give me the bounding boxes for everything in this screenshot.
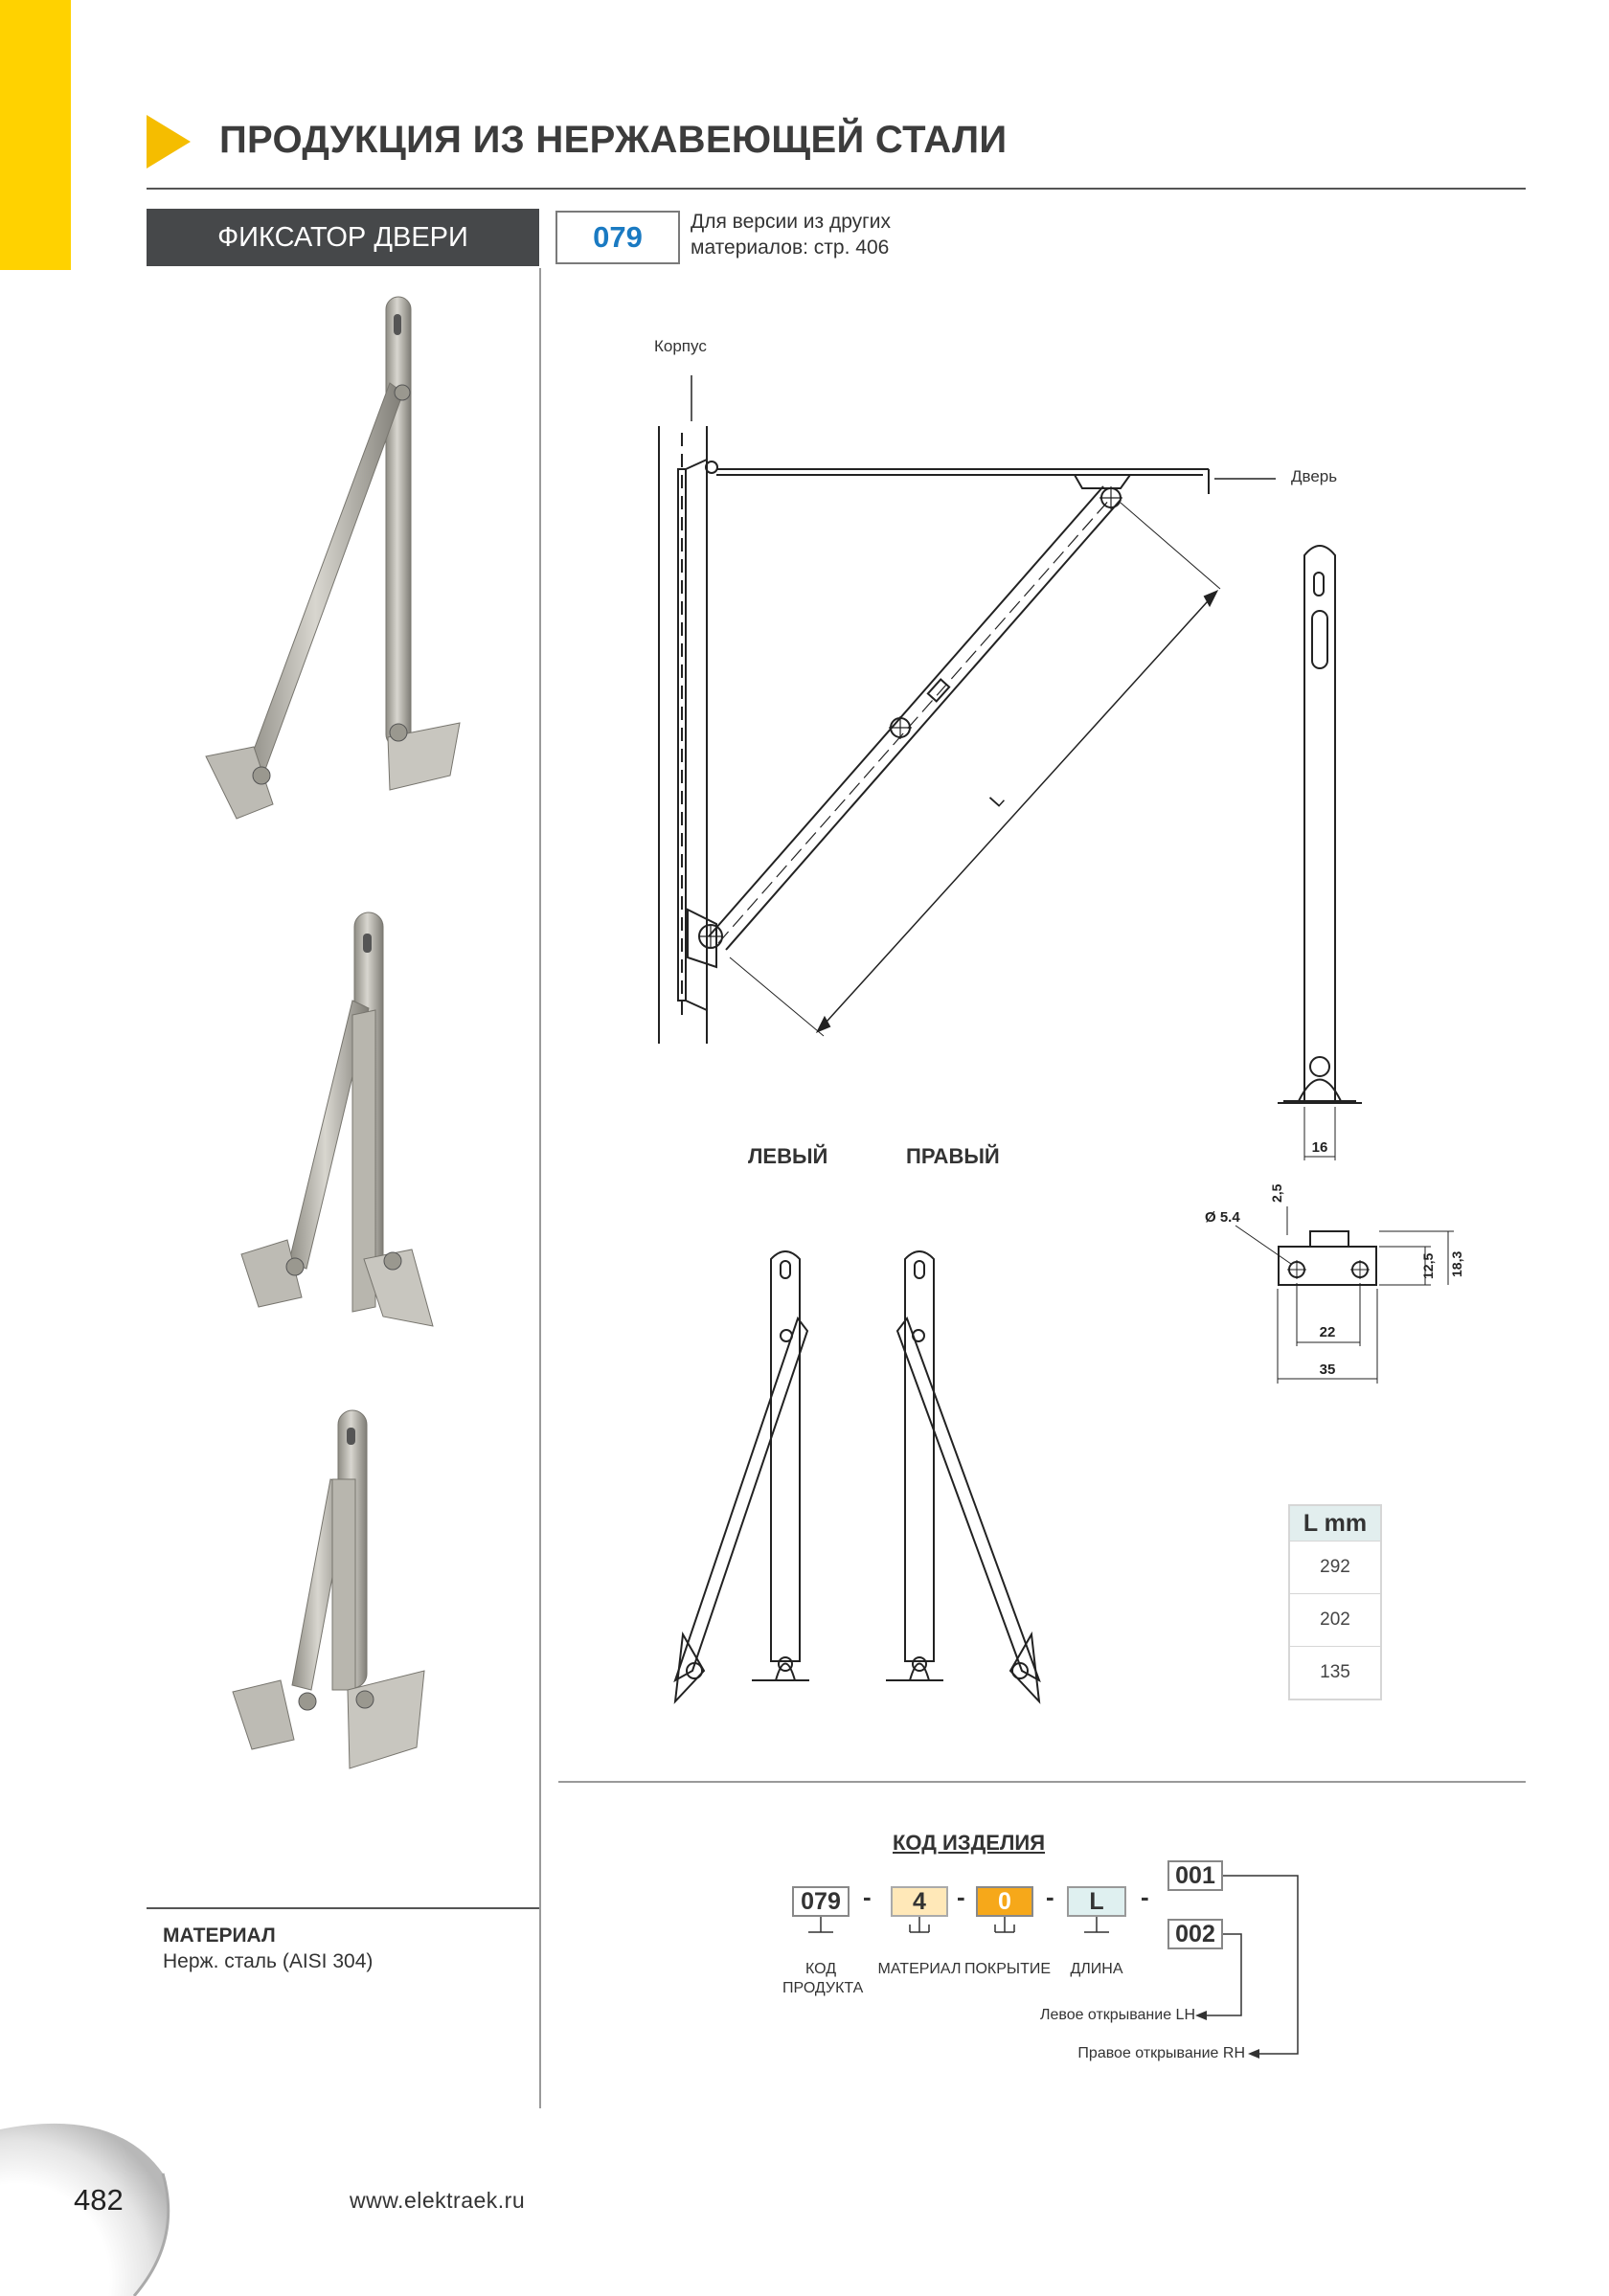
header-arrow-icon xyxy=(147,115,191,169)
dim-35: 35 xyxy=(1319,1362,1336,1378)
product-photo-3 xyxy=(225,1403,436,1767)
caption-product-line2: ПРОДУКТА xyxy=(782,1980,864,1996)
caption-material: МАТЕРИАЛ xyxy=(877,1961,962,1977)
caption-length: ДЛИНА xyxy=(1070,1961,1123,1977)
code-box-rh: 002 xyxy=(1167,1919,1223,1949)
length-table-cell: 135 xyxy=(1320,1662,1350,1682)
material-divider xyxy=(147,1907,539,1909)
code-box-lh: 001 xyxy=(1167,1860,1223,1891)
product-code-title: КОД ИЗДЕЛИЯ xyxy=(893,1831,1046,1855)
length-table xyxy=(1288,1504,1382,1700)
material-value: Нерж. сталь (AISI 304) xyxy=(163,1950,374,1972)
length-dimension-label: L xyxy=(986,789,1009,812)
caption-product-line1: КОД xyxy=(804,1961,837,1977)
code-separator: - xyxy=(1141,1882,1149,1911)
material-label: МАТЕРИАЛ xyxy=(163,1925,276,1947)
mounting-plate-drawing xyxy=(1197,1178,1504,1388)
website-url[interactable]: www.elektraek.ru xyxy=(350,2188,526,2213)
dim-16: 16 xyxy=(1311,1139,1328,1156)
dim-18-3: 18,3 xyxy=(1449,1250,1464,1277)
caption-coating: ПОКРЫТИЕ xyxy=(963,1961,1052,1977)
label-left-version: ЛЕВЫЙ xyxy=(748,1144,828,1168)
code-separator: - xyxy=(1046,1882,1054,1911)
product-photo-1 xyxy=(187,287,474,833)
length-table-cell: 202 xyxy=(1290,1594,1380,1647)
label-door: Дверь xyxy=(1291,467,1338,485)
length-table-header: L mm xyxy=(1290,1506,1380,1542)
dim-diameter: Ø 5.4 xyxy=(1205,1209,1240,1226)
left-opening-label: Левое открывание LH xyxy=(1039,2007,1195,2023)
label-corpus: Корпус xyxy=(654,337,707,355)
yellow-accent-strip xyxy=(0,0,71,270)
dim-12-5: 12,5 xyxy=(1420,1252,1436,1279)
right-version-drawing xyxy=(876,1240,1049,1714)
column-divider xyxy=(539,268,541,2108)
page-number: 482 xyxy=(74,2183,124,2217)
product-code-box: 079 xyxy=(555,211,680,264)
code-separator: - xyxy=(863,1882,872,1911)
product-photo-2 xyxy=(230,905,450,1336)
length-table-cell: 292 xyxy=(1290,1542,1380,1594)
code-box-material: 4 xyxy=(891,1886,948,1917)
page-title: ПРОДУКЦИЯ ИЗ НЕРЖАВЕЮЩЕЙ СТАЛИ xyxy=(219,119,1008,161)
product-code-divider xyxy=(558,1781,1526,1783)
left-version-drawing xyxy=(666,1240,838,1714)
alt-note-line2: материалов: стр. 406 xyxy=(691,236,890,259)
code-box-product: 079 xyxy=(792,1886,850,1917)
label-right-version: ПРАВЫЙ xyxy=(906,1144,1000,1168)
alternative-material-note xyxy=(691,209,891,260)
code-box-length: L xyxy=(1067,1886,1126,1917)
alt-note-line1: Для версии из других xyxy=(691,211,892,233)
dim-22: 22 xyxy=(1319,1324,1336,1340)
dim-2-5: 2,5 xyxy=(1269,1183,1284,1203)
arm-side-view xyxy=(1264,536,1398,1168)
caption-product-code xyxy=(782,1960,864,1998)
right-opening-label: Правое открывание RH xyxy=(1077,2045,1245,2061)
code-box-coating: 0 xyxy=(976,1886,1033,1917)
header-divider xyxy=(147,188,1526,190)
product-name-banner: ФИКСАТОР ДВЕРИ xyxy=(147,209,539,266)
installation-drawing xyxy=(642,345,1235,1053)
code-separator: - xyxy=(957,1882,965,1911)
